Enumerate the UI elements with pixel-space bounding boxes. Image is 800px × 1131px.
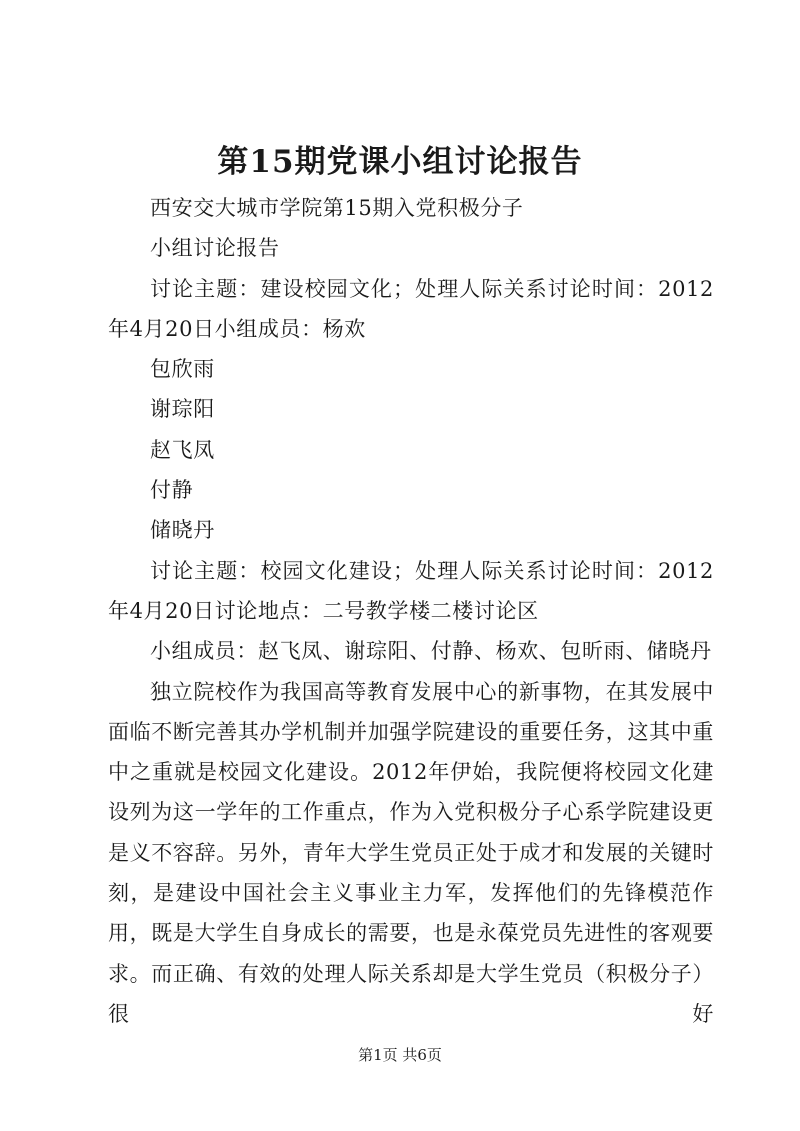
paragraph: 赵飞凤 bbox=[150, 437, 215, 462]
paragraph: 小组成员：赵飞凤、谢琮阳、付静、杨欢、包昕雨、储晓丹 bbox=[150, 639, 712, 664]
document-title: 第15期党课小组讨论报告 bbox=[217, 144, 583, 180]
paragraph: 讨论主题：校园文化建设；处理人际关系讨论时间：2012年4月20日讨论地点：二号教学楼二楼讨论区 bbox=[108, 558, 714, 623]
paragraph: 付静 bbox=[150, 478, 194, 503]
paragraph: 谢琮阳 bbox=[150, 397, 215, 422]
document-body bbox=[108, 188, 714, 1034]
paragraph: 独立院校作为我国高等教育发展中心的新事物，在其发展中面临不断完善其办学机制并加强学院建设的重要任务，这其中重中之重就是校园文化建设。2012年伊始，我院便将校园文化建设列为这一学年的工作重点，作为入党积极分子心系学院建设更是义不容辞。另外，青年大学生党员正处于成才和发展的关键时刻，是建设中国社会主义事业主力军，发挥他们的先锋模范作用，既是大学生自身成长的需要，也是永葆党员先进性的客观要求。而正确、有效的处理人际关系却是大学生党员（积极分子）很好 bbox=[108, 679, 714, 1026]
paragraph: 小组讨论报告 bbox=[150, 236, 280, 261]
paragraph: 包欣雨 bbox=[150, 357, 215, 382]
paragraph: 讨论主题：建设校园文化；处理人际关系讨论时间：2012年4月20日小组成员：杨欢 bbox=[108, 276, 714, 341]
paragraph: 西安交大城市学院第15期入党积极分子 bbox=[150, 196, 524, 220]
paragraph: 储晓丹 bbox=[150, 518, 215, 543]
page-footer: 第1页 共6页 bbox=[358, 1046, 442, 1064]
